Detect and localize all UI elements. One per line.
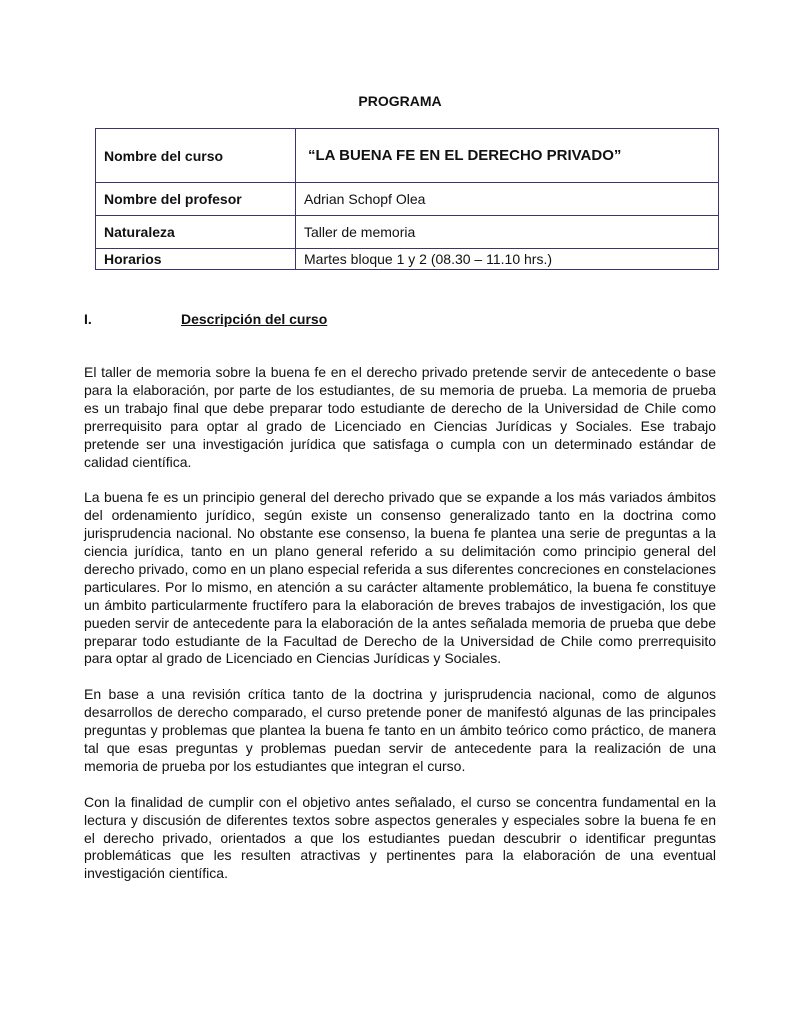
- table-row: [96, 183, 719, 216]
- paragraph-1: El taller de memoria sobre la buena fe en el derecho privado pretende servir de antecedente o base para la elaboración, por parte de los estudiantes, de su memoria de prueba. La memoria de prueba es un trabajo final que debe preparar todo estudiante de derecho de la Universidad de Chile como prerrequisito para optar al grado de Licenciado en Ciencias Jurídicas y Sociales. Ese trabajo pretende ser una investigación jurídica que satisfaga o cumpla con un determinado estándar de calidad científica.: [84, 364, 716, 470]
- paragraph-3: En base a una revisión crítica tanto de la doctrina y jurisprudencia nacional, como de algunos desarrollos de derecho comparado, el curso pretende poner de manifestó algunas de las principales preguntas y problemas que plantea la buena fe tanto en un ámbito teórico como práctico, de manera tal que esas preguntas y problemas puedan servir de antecedente para la realización de una memoria de prueba por los estudiantes que integran el curso.: [84, 686, 716, 774]
- course-name-label: Nombre del curso: [96, 129, 296, 183]
- course-description: [84, 364, 716, 901]
- course-name-value: “LA BUENA FE EN EL DERECHO PRIVADO”: [296, 129, 719, 183]
- paragraph-4: Con la finalidad de cumplir con el objetivo antes señalado, el curso se concentra fundamental en la lectura y discusión de diferentes textos sobre aspectos generales y especiales sobre la buena fe en el derecho privado, orientados a que los estudiantes puedan descubrir o identificar preguntas problemáticas que les resulten atractivas y pertinentes para la elaboración de una eventual investigación científica.: [84, 793, 716, 882]
- professor-label: Nombre del profesor: [96, 183, 296, 216]
- document-title: PROGRAMA: [358, 93, 442, 109]
- schedule-label: Horarios: [96, 249, 296, 270]
- paragraph-2: La buena fe es un principio general del derecho privado que se expande a los más variados ámbitos del ordenamiento jurídico, según existe un consenso generalizado tanto en la doctrina como jurisprudencia nacional. No obstante ese consenso, la buena fe plantea una serie de preguntas a la ciencia jurídica, tanto en un plano general referido a su delimitación como principio general del derecho privado, como en un plano especial referida a sus diferentes concreciones en constelaciones particulares. Por lo mismo, en atención a su carácter altamente problemático, la buena fe constituye un ámbito particularmente fructífero para la elaboración de breves trabajos de investigación, los que pueden servir de antecedente para la elaboración de la antes señalada memoria de prueba que debe preparar todo estudiante de la Facultad de Derecho de la Universidad de Chile como prerrequisito para optar al grado de Licenciado en Ciencias Jurídicas y Sociales.: [84, 489, 716, 667]
- section-heading: Descripción del curso: [181, 311, 328, 327]
- course-info-table: [95, 128, 719, 270]
- table-row: [96, 129, 719, 183]
- table-row: [96, 216, 719, 249]
- nature-value: Taller de memoria: [296, 216, 719, 249]
- professor-value: Adrian Schopf Olea: [296, 183, 719, 216]
- section-header: [84, 311, 724, 327]
- schedule-value: Martes bloque 1 y 2 (08.30 – 11.10 hrs.): [296, 249, 719, 270]
- table-row: [96, 249, 719, 270]
- nature-label: Naturaleza: [96, 216, 296, 249]
- section-number: I.: [84, 311, 92, 327]
